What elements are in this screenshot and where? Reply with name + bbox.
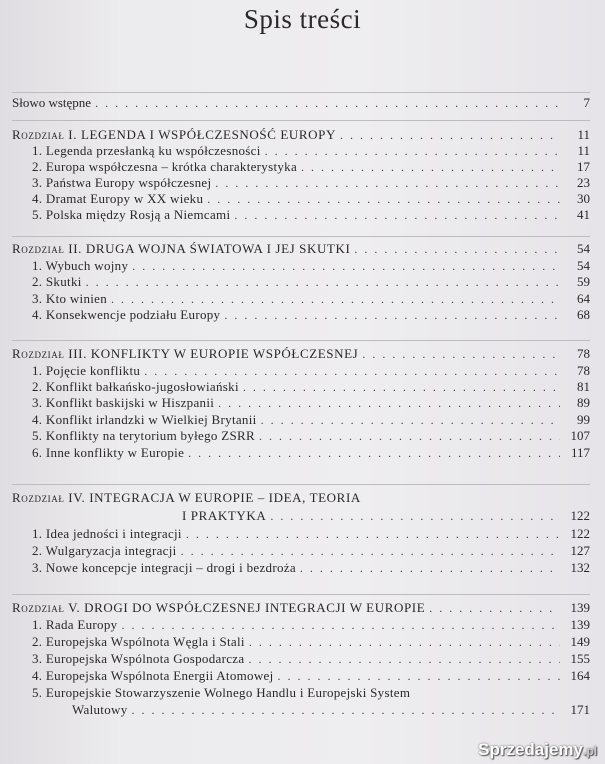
toc-entry-label: 3. Kto winien <box>32 291 108 306</box>
toc-entry-label: Rozdział V. DROGI DO WSPÓŁCZESNEJ INTEGRACJI W EUROPIE <box>12 600 426 615</box>
toc-section-entry <box>12 443 590 461</box>
toc-entry-label: 2. Skutki <box>32 274 82 289</box>
toc-entry-label: I PRAKTYKA <box>182 508 267 523</box>
toc-page-number: 78 <box>577 363 590 378</box>
divider <box>12 236 590 237</box>
toc-entry-continued <box>12 506 590 524</box>
toc-leader-dots <box>248 651 560 667</box>
toc-front-entry <box>12 93 590 111</box>
toc-entry-continued <box>12 700 590 718</box>
toc-page-number: 155 <box>570 651 590 666</box>
toc-page-number: 11 <box>577 143 590 158</box>
toc-page-number: 64 <box>577 291 590 306</box>
toc-page-number: 132 <box>570 560 590 575</box>
toc-leader-dots <box>186 526 560 542</box>
watermark-suffix: .pl <box>583 744 597 758</box>
toc-leader-dots <box>362 346 560 362</box>
toc-section-entry <box>12 305 590 323</box>
toc-entry-label: 1. Legenda przesłanką ku współczesności <box>32 143 261 158</box>
toc-leader-dots <box>95 95 560 111</box>
toc-leader-dots <box>278 668 560 684</box>
toc-leader-dots <box>218 395 560 411</box>
watermark-text: Sprzedajemy <box>478 740 583 759</box>
toc-chapter-entry <box>12 598 590 616</box>
toc-entry-label: 2. Europejska Wspólnota Węgla i Stali <box>32 634 245 649</box>
toc-page-number: 89 <box>577 395 590 410</box>
toc-section-entry <box>12 541 590 559</box>
toc-entry-label: 3. Konflikt baskijski w Hiszpanii <box>32 395 215 410</box>
toc-leader-dots <box>259 428 560 444</box>
toc-page-number: 30 <box>577 191 590 206</box>
toc-page-number: 99 <box>577 412 590 427</box>
toc-entry-label: 1. Idea jedności i integracji <box>32 526 182 541</box>
toc-page-number: 23 <box>577 175 590 190</box>
toc-entry-label: 2. Konflikt bałkańsko-jugosłowiański <box>32 379 239 394</box>
toc-chapter-entry <box>12 488 590 506</box>
divider <box>12 120 590 121</box>
toc-page-number: 127 <box>570 543 590 558</box>
toc-section-entry <box>12 615 590 633</box>
toc-page-number: 17 <box>577 159 590 174</box>
toc-leader-dots <box>86 274 560 290</box>
toc-entry-label: Rozdział IV. INTEGRACJA W EUROPIE – IDEA, TEORIA <box>12 490 361 505</box>
toc-chapter-entry <box>12 239 590 257</box>
toc-leader-dots <box>234 207 560 223</box>
toc-page-number: 11 <box>577 127 590 142</box>
toc-leader-dots <box>181 543 560 559</box>
toc-page-number: 78 <box>577 346 590 361</box>
toc-entry-label: 3. Nowe koncepcje integracji – drogi i bezdroża <box>32 560 296 575</box>
toc-leader-dots <box>249 634 560 650</box>
toc-leader-dots <box>132 702 560 718</box>
toc-page-number: 164 <box>570 668 590 683</box>
toc-entry-label: 2. Wulgaryzacja integracji <box>32 543 177 558</box>
toc-entry-label: Rozdział I. LEGENDA I WSPÓŁCZESNOŚĆ EUROPY <box>12 127 336 142</box>
toc-entry-label: Rozdział III. KONFLIKTY W EUROPIE WSPÓŁCZESNEJ <box>12 346 359 361</box>
toc-entry-label: Słowo wstępne <box>12 95 92 110</box>
toc-entry-label: 4. Dramat Europy w XX wieku <box>32 191 204 206</box>
toc-section-entry <box>12 558 590 576</box>
divider <box>12 484 590 485</box>
toc-section-entry <box>12 426 590 444</box>
toc-section-entry <box>12 649 590 667</box>
toc-entry-label: 3. Europejska Wspólnota Gospodarcza <box>32 651 245 666</box>
toc-section-entry <box>12 632 590 650</box>
page-title: Spis treści <box>243 4 362 34</box>
divider <box>12 594 590 595</box>
toc-entry-label: 1. Pojęcie konfliktu <box>32 363 141 378</box>
toc-section-entry <box>12 393 590 411</box>
toc-section-entry <box>12 205 590 223</box>
divider <box>12 340 590 341</box>
toc-page-number: 149 <box>570 634 590 649</box>
toc-leader-dots <box>429 600 560 616</box>
toc-entry-label: 3. Państwa Europy współczesnej <box>32 175 212 190</box>
toc-page-number: 68 <box>577 307 590 322</box>
toc-entry-label: 4. Konflikt irlandzki w Wielkiej Brytanii <box>32 412 257 427</box>
toc-entry-label: 5. Polska między Rosją a Niemcami <box>32 207 231 222</box>
toc-page-number: 117 <box>570 445 590 460</box>
toc-entry-label: 4. Konsekwencje podziału Europy <box>32 307 221 322</box>
toc-section-entry <box>12 683 590 701</box>
toc-section-entry <box>12 666 590 684</box>
toc-section-entry <box>12 272 590 290</box>
toc-entry-label: 6. Inne konflikty w Europie <box>32 445 185 460</box>
toc-entry-label: 1. Rada Europy <box>32 617 118 632</box>
toc-entry-label: 4. Europejska Wspólnota Energii Atomowej <box>32 668 274 683</box>
toc-entry-label: 5. Konflikty na terytorium byłego ZSRR <box>32 428 255 443</box>
toc-page-number: 107 <box>570 428 590 443</box>
toc-page-number: 122 <box>570 508 590 523</box>
toc-leader-dots <box>188 445 560 461</box>
toc-page-number: 81 <box>577 379 590 394</box>
toc-page-number: 54 <box>577 241 590 256</box>
toc-leader-dots <box>224 307 560 323</box>
toc-page-number: 139 <box>570 600 590 615</box>
toc-leader-dots <box>354 241 560 257</box>
toc-page-number: 122 <box>570 526 590 541</box>
toc-entry-label: 5. Europejskie Stowarzyszenie Wolnego Handlu i Europejski System <box>32 685 411 700</box>
toc-entry-label: Rozdział II. DRUGA WOJNA ŚWIATOWA I JEJ SKUTKI <box>12 241 351 256</box>
toc-page-number: 41 <box>577 207 590 222</box>
toc-entry-label: 1. Wybuch wojny <box>32 258 129 273</box>
toc-entry-label: Walutowy <box>72 702 128 717</box>
toc-page-number: 54 <box>577 258 590 273</box>
toc-page-number: 171 <box>570 702 590 717</box>
toc-leader-dots <box>300 560 560 576</box>
toc-chapter-entry <box>12 344 590 362</box>
toc-leader-dots <box>270 508 560 524</box>
toc-leader-dots <box>121 617 560 633</box>
toc-entry-label: 2. Europa współczesna – krótka charakterystyka <box>32 159 298 174</box>
toc-page-number: 59 <box>577 274 590 289</box>
toc-page-number: 139 <box>570 617 590 632</box>
watermark-logo <box>478 740 597 760</box>
toc-page-number: 7 <box>583 95 590 110</box>
toc-section-entry <box>12 524 590 542</box>
